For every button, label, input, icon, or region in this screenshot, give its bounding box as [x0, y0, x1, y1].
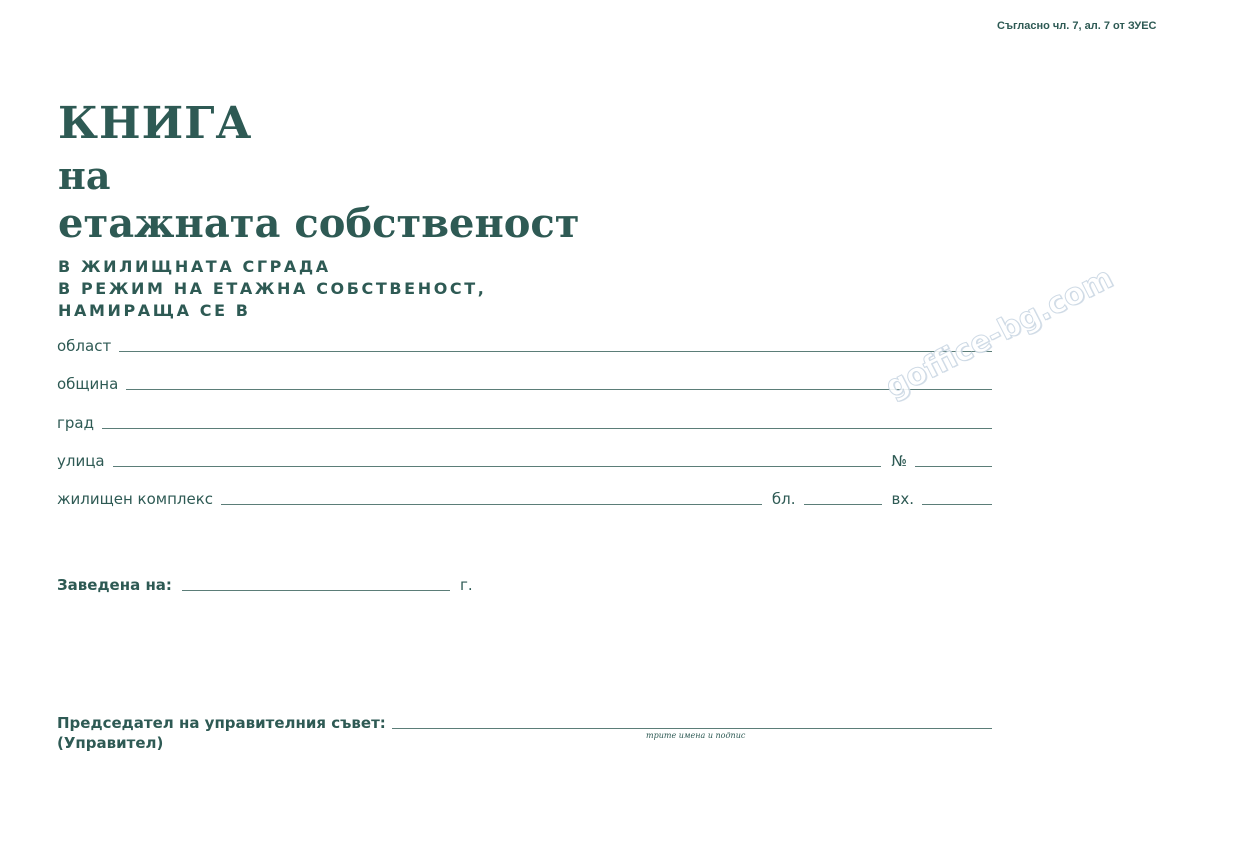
started-year-suffix: г.: [459, 576, 473, 594]
field-ulica-line[interactable]: [113, 450, 882, 467]
signature-hint: трите имена и подпис: [646, 731, 746, 740]
started-date: [57, 574, 473, 594]
started-label: Заведена на:: [57, 576, 172, 594]
document-subtitle: [58, 256, 486, 322]
manager-label: (Управител): [57, 734, 164, 752]
field-number-line[interactable]: [915, 450, 992, 467]
field-oblast: [57, 333, 992, 355]
chairman-block: [57, 712, 992, 753]
started-date-line[interactable]: [182, 574, 450, 591]
title-line-3: етажната собственост: [58, 200, 580, 247]
chairman-signature-line[interactable]: [392, 712, 992, 729]
field-kompleks-line[interactable]: [221, 488, 762, 505]
subtitle-line-1: В ЖИЛИЩНАТА СГРАДА: [58, 257, 331, 276]
subtitle-line-2: В РЕЖИМ НА ЕТАЖНА СОБСТВЕНОСТ,: [58, 279, 487, 298]
field-vhod-line[interactable]: [922, 488, 992, 505]
field-obshtina: [57, 371, 992, 393]
field-kompleks: [57, 486, 992, 508]
field-vhod-label: вх.: [891, 490, 914, 508]
field-blok-label: бл.: [771, 490, 796, 508]
field-grad-line[interactable]: [102, 412, 992, 429]
subtitle-line-3: НАМИРАЩА СЕ В: [58, 301, 251, 320]
field-kompleks-label: жилищен комплекс: [57, 490, 214, 508]
title-line-1: КНИГА: [58, 98, 253, 149]
field-number-label: №: [891, 452, 907, 470]
field-ulica-label: улица: [57, 452, 105, 470]
chairman-label: Председател на управителния съвет:: [57, 714, 386, 732]
field-obshtina-line[interactable]: [126, 373, 992, 390]
document-title: [58, 96, 580, 248]
field-ulica: [57, 448, 992, 470]
legal-reference: Съгласно чл. 7, ал. 7 от ЗУЕС: [997, 20, 1157, 32]
field-grad-label: град: [57, 414, 94, 432]
field-oblast-line[interactable]: [119, 335, 992, 352]
title-line-2: на: [58, 153, 111, 198]
field-blok-line[interactable]: [804, 488, 882, 505]
watermark: goffice-bg.com: [880, 260, 1119, 406]
field-grad: [57, 410, 992, 432]
field-obshtina-label: община: [57, 375, 119, 393]
field-oblast-label: област: [57, 337, 112, 355]
